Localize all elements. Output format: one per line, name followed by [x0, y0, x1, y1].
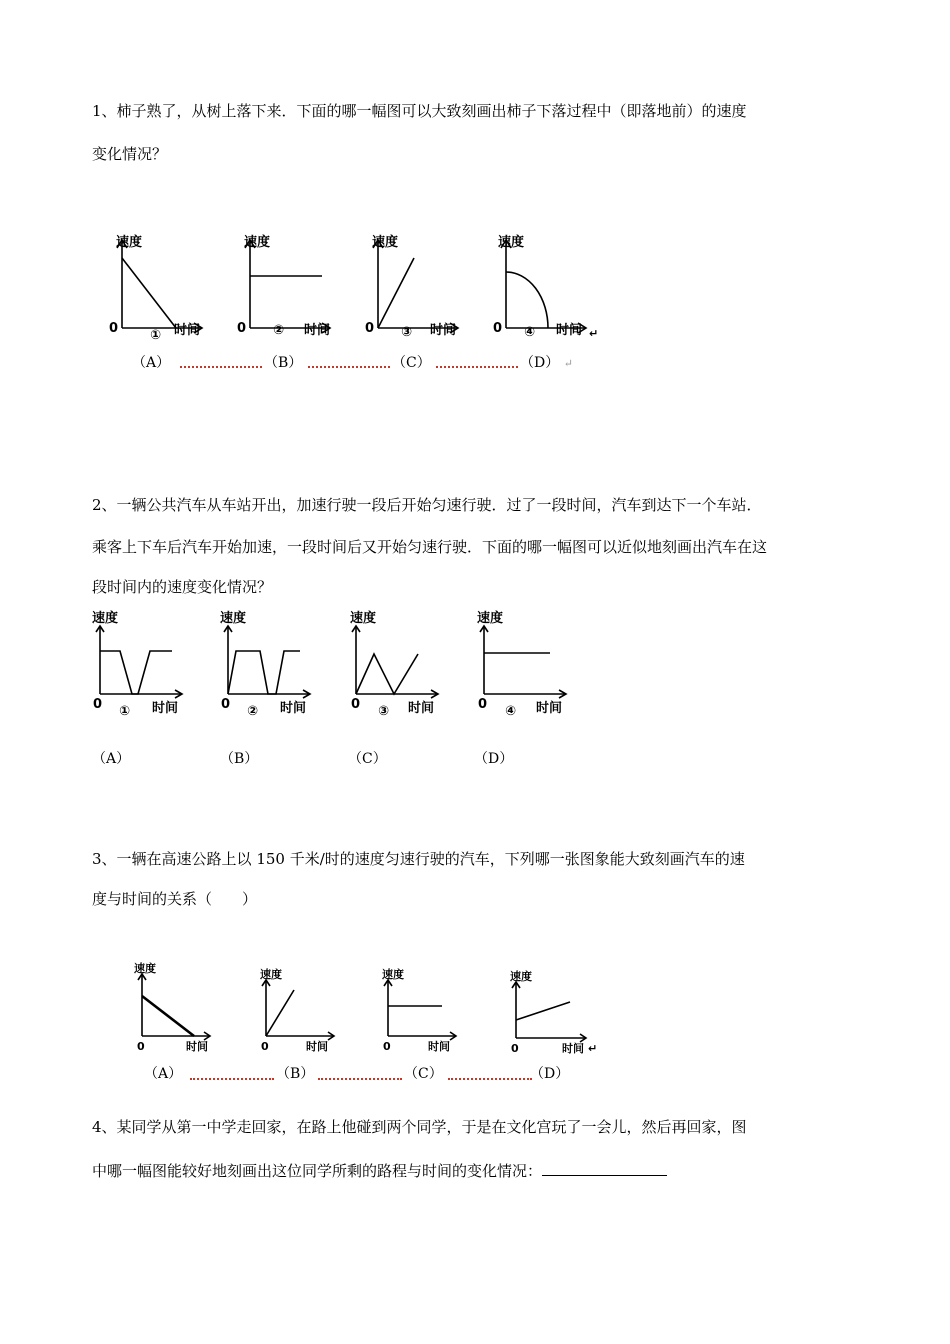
q3-answer-blank	[448, 1078, 532, 1080]
speed-curve	[228, 651, 300, 694]
q2-option-b: （B）	[220, 751, 259, 767]
q3-option-d: （D）	[530, 1066, 570, 1082]
origin-label: 0	[478, 697, 488, 712]
return-mark: ↵	[588, 1042, 598, 1055]
origin-label: 0	[108, 321, 118, 336]
y-axis-label: 速度	[134, 962, 156, 975]
y-axis-label: 速度	[92, 611, 119, 626]
return-mark: ↵	[589, 327, 599, 340]
x-axis-label: 时间	[428, 1040, 450, 1053]
y-axis-label: 速度	[477, 611, 504, 626]
x-axis-label: 时间	[562, 1042, 584, 1055]
x-axis-label: 时间	[430, 323, 457, 338]
q4-answer-blank[interactable]	[542, 1162, 667, 1176]
y-axis-label: 速度	[350, 611, 377, 626]
q2-text-line3: 段时间内的速度变化情况？	[92, 578, 273, 596]
q2-text-line2: 乘客上下车后汽车开始加速，一段时间后又开始匀速行驶．下面的哪一幅图可以近似地刻画出汽车在这	[92, 538, 768, 556]
graph-number: ②	[247, 704, 259, 719]
q1-answer-blank	[180, 366, 262, 368]
q3-answer-blank	[318, 1078, 402, 1080]
q2-graph-d	[470, 608, 575, 718]
q3-option-c: （C）	[404, 1066, 443, 1082]
curve-increasing	[378, 258, 414, 328]
q4-text-line2: 中哪一幅图能较好地刻画出这位同学所剩的路程与时间的变化情况：	[92, 1162, 872, 1179]
q3-text-line1: 3、一辆在高速公路上以 150 千米/时的速度匀速行驶的汽车，下列哪一张图象能大致刻画汽车的速	[92, 850, 745, 868]
y-axis-label: 速度	[220, 611, 247, 626]
y-axis-label: 速度	[382, 968, 404, 981]
speed-curve	[100, 651, 172, 694]
q1-graph-a	[100, 228, 210, 343]
q2-option-d: （D）	[474, 751, 514, 767]
q2-option-c: （C）	[348, 751, 387, 767]
origin-label: 0	[383, 1040, 391, 1053]
q2-text-line1: 2、一辆公共汽车从车站开出，加速行驶一段后开始匀速行驶．过了一段时间，汽车到达下一个车站．	[92, 496, 762, 514]
origin-label: 0	[236, 321, 246, 336]
q1-text-line2: 变化情况？	[92, 145, 168, 163]
origin-label: 0	[511, 1042, 519, 1055]
return-mark: ↵	[563, 357, 573, 370]
x-axis-label: 时间	[174, 323, 201, 338]
y-axis-label: 速度	[260, 968, 282, 981]
speed-curve	[266, 990, 294, 1036]
curve-arc	[506, 272, 548, 328]
q3-graph-a	[128, 958, 218, 1058]
x-axis-label: 时间	[408, 701, 435, 716]
q2-graph-b	[214, 608, 319, 718]
q3-graph-c	[374, 960, 464, 1060]
y-axis-label: 速度	[498, 235, 525, 250]
q1-text-line1: 1、柿子熟了，从树上落下来．下面的哪一幅图可以大致刻画出柿子下落过程中（即落地前）的速度	[92, 102, 747, 120]
y-axis-label: 速度	[116, 235, 143, 250]
graph-number: ③	[401, 325, 413, 340]
q1-graph-b	[228, 228, 338, 343]
q2-graph-a	[86, 608, 191, 718]
origin-label: 0	[492, 321, 502, 336]
origin-label: 0	[93, 697, 103, 712]
y-axis-label: 速度	[510, 970, 532, 983]
y-axis-label: 速度	[244, 235, 271, 250]
x-axis-label: 时间	[280, 701, 307, 716]
x-axis-label: 时间	[306, 1040, 328, 1053]
curve-decreasing	[122, 258, 176, 328]
q2-option-a: （A）	[92, 751, 131, 767]
q2-graph-c	[342, 608, 447, 718]
x-axis-label: 时间	[536, 701, 563, 716]
q4-text-line1: 4、某同学从第一中学走回家，在路上他碰到两个同学，于是在文化宫玩了一会儿，然后再回家，图	[92, 1118, 747, 1136]
graph-number: ④	[505, 704, 517, 719]
x-axis-label: 时间	[556, 323, 583, 338]
graph-number: ③	[378, 704, 390, 719]
q1-option-b: （B）	[264, 355, 303, 371]
q1-answer-blank	[436, 366, 518, 368]
q3-option-a: （A）	[144, 1066, 183, 1082]
y-axis-label: 速度	[372, 235, 399, 250]
graph-number: ①	[150, 328, 162, 343]
q3-text-line2: 度与时间的关系（ ）	[92, 890, 258, 908]
graph-number: ②	[273, 323, 285, 338]
origin-label: 0	[221, 697, 231, 712]
q1-graph-d	[484, 228, 604, 343]
graph-number: ①	[119, 704, 131, 719]
q1-option-c: （C）	[392, 355, 431, 371]
x-axis-label: 时间	[186, 1040, 208, 1053]
q1-option-a: （A）	[132, 355, 171, 371]
q3-graph-d	[502, 962, 602, 1062]
graph-number: ④	[524, 325, 536, 340]
q1-option-d: （D） ↵	[520, 355, 573, 371]
origin-label: 0	[364, 321, 374, 336]
q1-answer-blank	[308, 366, 390, 368]
q3-option-b: （B）	[276, 1066, 315, 1082]
q3-answer-blank	[190, 1078, 274, 1080]
x-axis-label: 时间	[304, 323, 331, 338]
speed-curve	[142, 996, 194, 1036]
speed-curve	[516, 1002, 570, 1020]
origin-label: 0	[261, 1040, 269, 1053]
x-axis-label: 时间	[152, 701, 179, 716]
speed-curve	[356, 654, 418, 694]
origin-label: 0	[351, 697, 361, 712]
q3-graph-b	[252, 960, 342, 1060]
q1-graph-c	[356, 228, 466, 343]
origin-label: 0	[137, 1040, 145, 1053]
